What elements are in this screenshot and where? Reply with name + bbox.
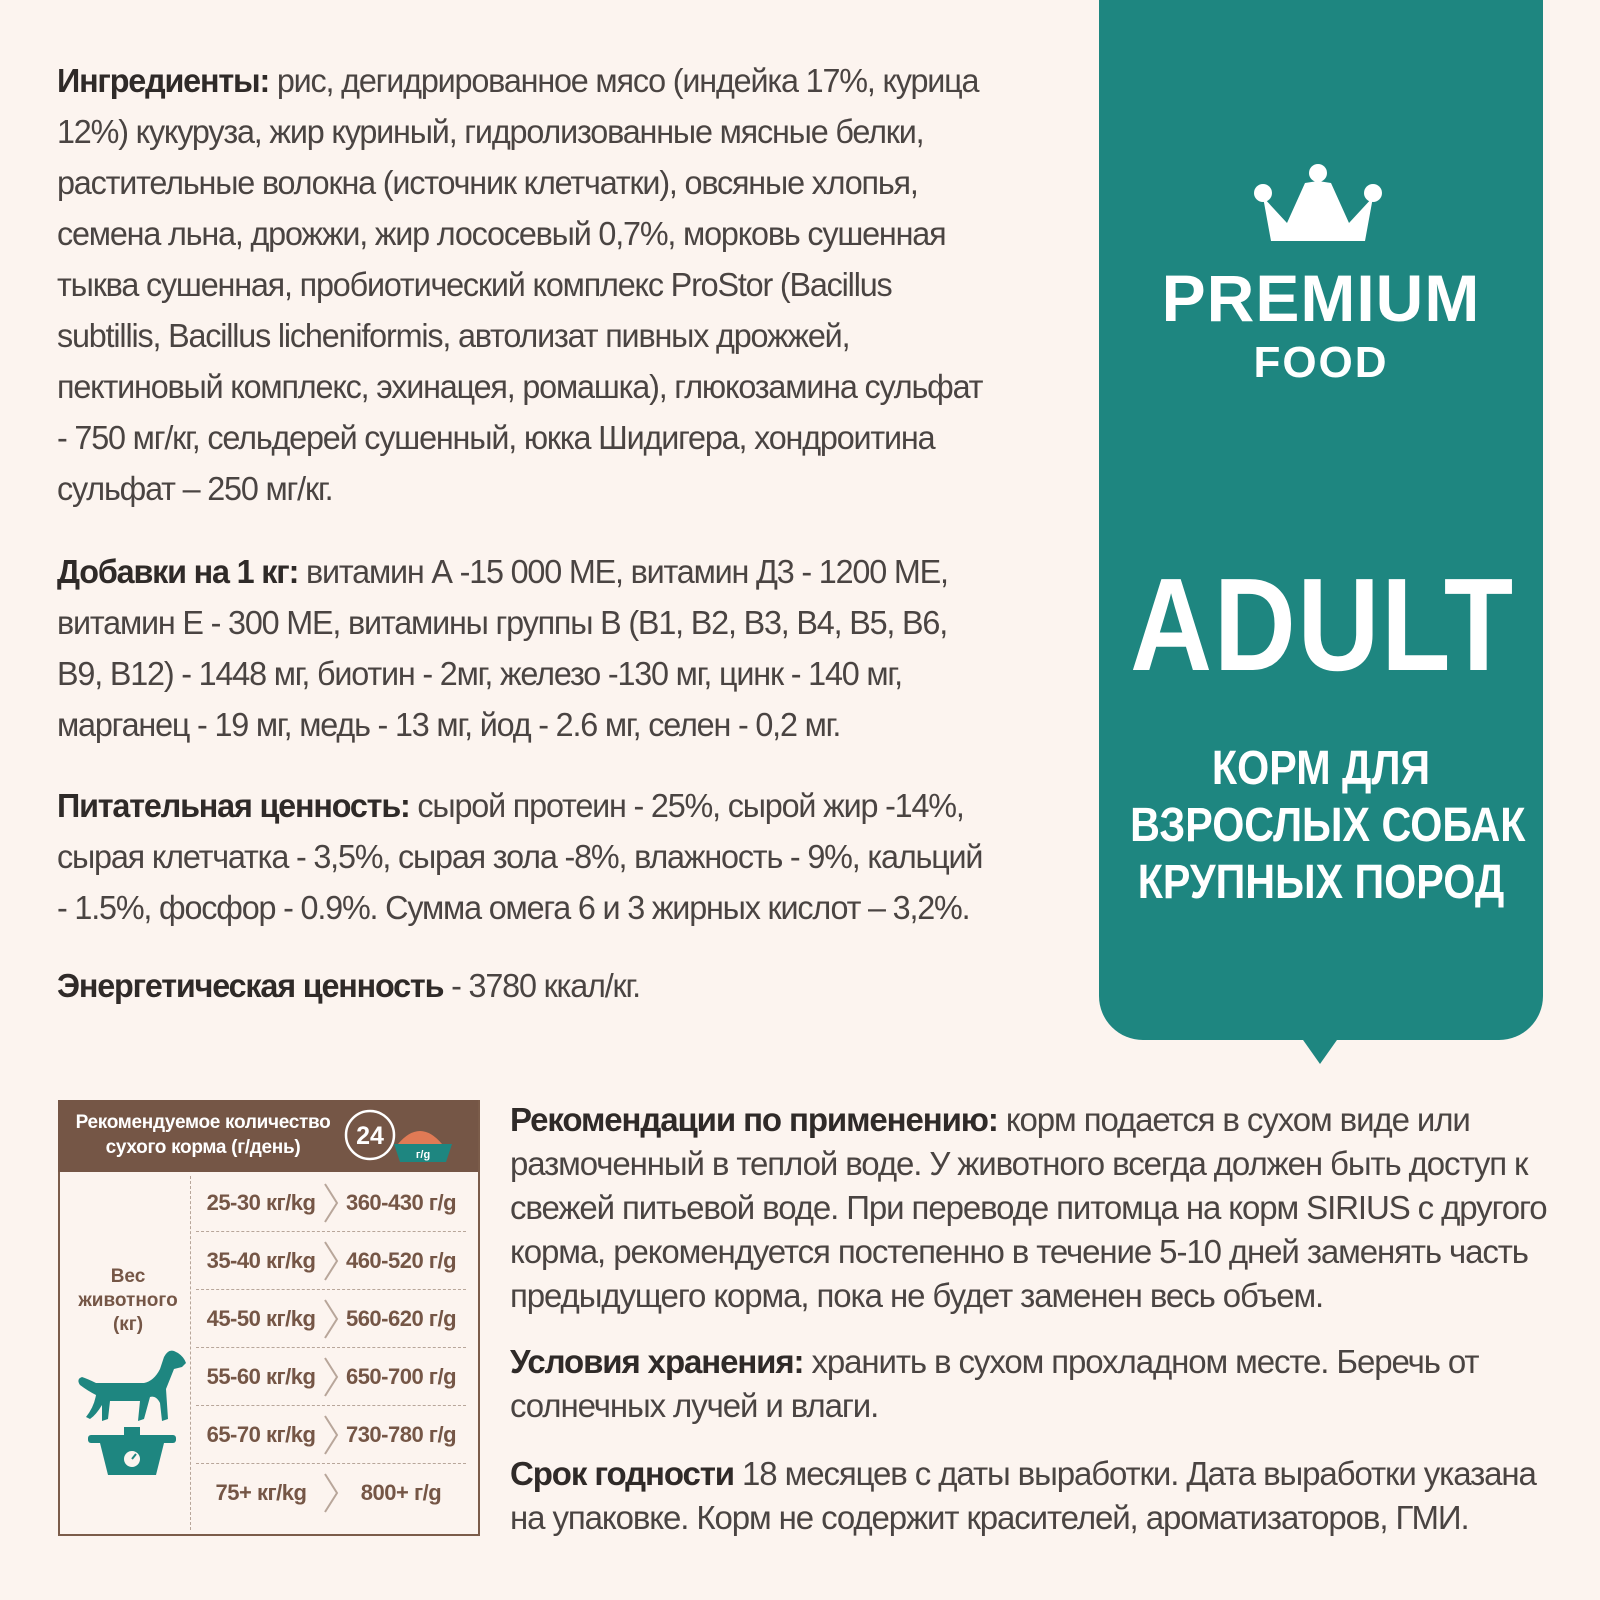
banner-pointer [1296, 1030, 1344, 1064]
ingredients-paragraph [57, 55, 998, 514]
storage-paragraph [510, 1340, 1550, 1428]
row-divider [196, 1231, 466, 1232]
weight-label-line-2: животного [78, 1290, 178, 1311]
storage-label: Условия хранения: [510, 1343, 804, 1380]
feeding-row-amount: 730-780 г/g [345, 1422, 457, 1447]
energy-text: - 3780 ккал/кг. [443, 967, 640, 1004]
tagline-line-1: КОРМ ДЛЯ [1211, 742, 1431, 795]
usage-label: Рекомендации по применению: [510, 1101, 998, 1138]
row-divider [196, 1347, 466, 1348]
adult-title: ADULT [1130, 551, 1515, 698]
table-divider [190, 1176, 191, 1530]
nutrition-paragraph [57, 780, 998, 933]
feeding-row-amount: 650-700 г/g [345, 1364, 457, 1389]
feeding-row-weight: 75+ кг/kg [215, 1480, 307, 1505]
nutrition-label: Питательная ценность: [57, 787, 410, 824]
feeding-row [196, 1408, 466, 1464]
weight-label-line-3: (кг) [112, 1314, 144, 1335]
shelf-life-text: 18 месяцев с даты выработки. Дата выработки указана на упаковке. Корм не содержит красителей, ароматизаторов, ГМИ. [510, 1455, 1536, 1536]
feeding-row-weight: 65-70 кг/kg [206, 1422, 316, 1447]
feeding-title-line-1: Рекомендуемое количество [75, 1112, 331, 1133]
shelf-life-paragraph [510, 1452, 1550, 1540]
feeding-title-line-2: сухого корма (г/день) [105, 1137, 301, 1158]
usage-text: корм подается в сухом виде или размоченный в теплой воде. У животного всегда должен быть доступ к свежей питьевой воде. При переводе питомца на корм SIRIUS с другого корма, рекомендуется постепенно в течение 5-10 дней заменять часть предыдущего корма, пока не будет заменен весь объем. [510, 1101, 1547, 1314]
feeding-row-amount: 360-430 г/g [345, 1190, 457, 1215]
additives-paragraph [57, 546, 998, 750]
badge-number: 24 [356, 1122, 384, 1150]
weight-label [73, 1265, 183, 1337]
feeding-row [196, 1176, 466, 1232]
additives-text: витамин А -15 000 МЕ, витамин Д3 - 1200 МЕ, витамин Е - 300 МЕ, витамины группы В (В1, В2, В3, В4, В5, В6, В9, В12) - 1448 мг, биотин - 2мг, железо -130 мг, цинк - 140 мг, марганец - 19 мг, медь - 13 мг, йод - 2.6 мг, селен - 0,2 мг. [57, 553, 948, 743]
daily-bowl-badge-icon [342, 1104, 462, 1166]
tagline-line-2: ВЗРОСЛЫХ СОБАК [1130, 799, 1526, 852]
shelf-life-label: Срок годности [510, 1455, 734, 1492]
feeding-row-amount: 460-520 г/g [345, 1248, 457, 1273]
energy-label: Энергетическая ценность [57, 967, 444, 1004]
nutrition-text: сырой протеин - 25%, сырой жир -14%, сырая клетчатка - 3,5%, сырая зола -8%, влажность - 9%, кальций - 1.5%, фосфор - 0.9%. Сумма омега 6 и 3 жирных кислот – 3,2%. [57, 787, 983, 926]
feeding-row [196, 1466, 466, 1522]
badge-unit: г/g [415, 1149, 431, 1161]
product-tagline [1130, 740, 1526, 911]
row-divider [196, 1463, 466, 1464]
crown-icon [1253, 163, 1383, 249]
feeding-table-title [68, 1110, 338, 1160]
feeding-row [196, 1350, 466, 1406]
feeding-table-header [58, 1100, 478, 1172]
weight-label-line-1: Вес [110, 1266, 146, 1287]
storage-text: хранить в сухом прохладном месте. Беречь от солнечных лучей и влаги. [510, 1343, 1479, 1424]
row-divider [196, 1289, 466, 1290]
ingredients-text: рис, дегидрированное мясо (индейка 17%, курица 12%) кукуруза, жир куриный, гидролизованные мясные белки, растительные волокна (источник клетчатки), овсяные хлопья, семена льна, дрожжи, жир лососевый 0,7%, морковь сушенная тыква сушенная, пробиотический комплекс ProStor (Bacillus subtillis, Bacillus licheniformis, автолизат пивных дрожжей, пектиновый комплекс, эхинацея, ромашка), глюкозамина сульфат - 750 мг/кг, сельдерей сушенный, юкка Шидигера, хондроитина сульфат – 250 мг/кг. [57, 62, 983, 507]
usage-paragraph [510, 1098, 1550, 1318]
feeding-row-weight: 25-30 кг/kg [206, 1190, 316, 1215]
feeding-row [196, 1234, 466, 1290]
feeding-row-weight: 35-40 кг/kg [206, 1248, 316, 1273]
feeding-row-amount: 800+ г/g [360, 1480, 442, 1505]
food-label: FOOD [1253, 338, 1389, 387]
additives-label: Добавки на 1 кг: [57, 553, 299, 590]
feeding-row-amount: 560-620 г/g [345, 1306, 457, 1331]
feeding-row-weight: 55-60 кг/kg [206, 1364, 316, 1389]
feeding-row [196, 1292, 466, 1348]
tagline-line-3: КРУПНЫХ ПОРОД [1137, 856, 1505, 909]
row-divider [196, 1405, 466, 1406]
energy-paragraph [57, 960, 998, 1011]
premium-label: PREMIUM [1161, 261, 1481, 335]
dog-on-scale-icon [74, 1345, 190, 1477]
feeding-row-weight: 45-50 кг/kg [206, 1306, 316, 1331]
ingredients-label: Ингредиенты: [57, 62, 270, 99]
